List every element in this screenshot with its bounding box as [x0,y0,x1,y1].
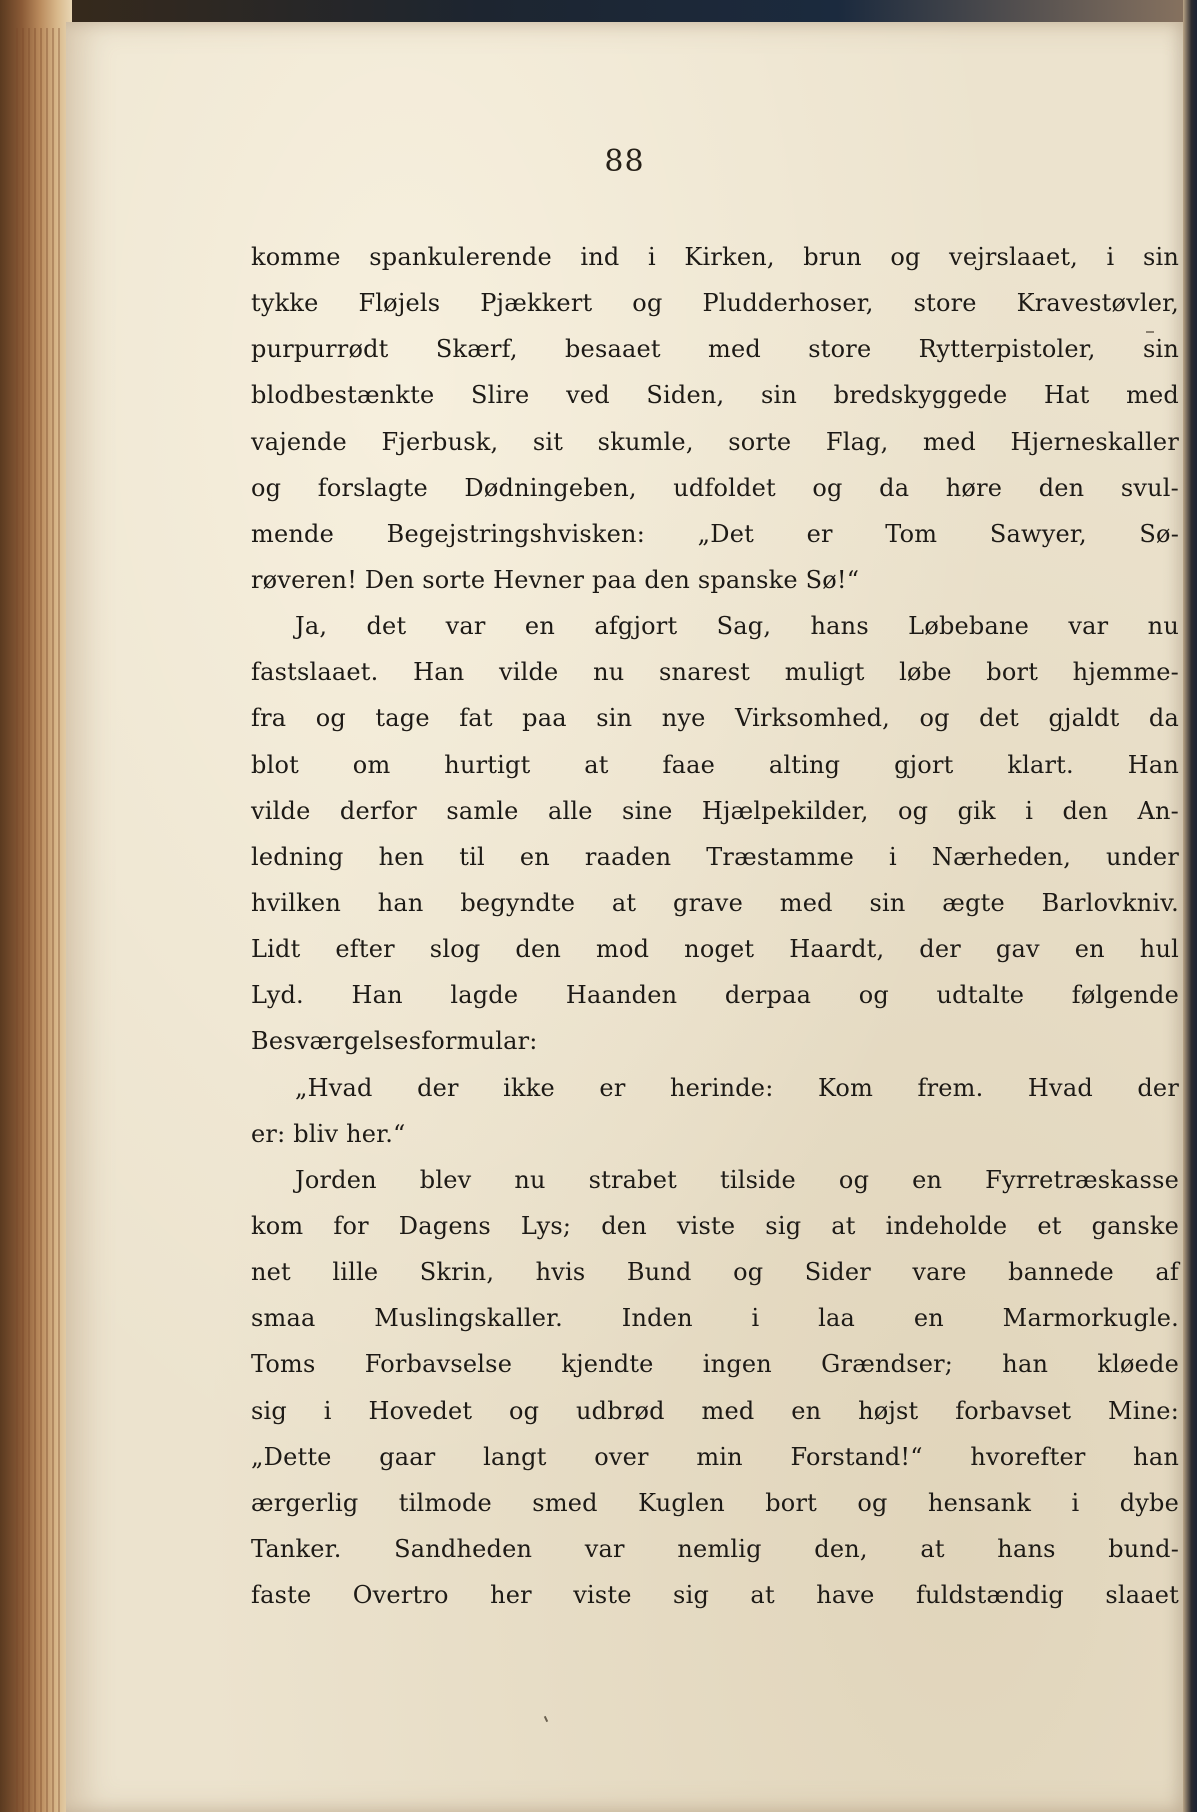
text-line: purpurrødt Skærf, besaaet med store Rytterpistoler, sin [251,335,1179,364]
body-text [251,234,1179,1618]
text-line: Jorden blev nu strabet tilside og en Fyrretræskasse [295,1165,1179,1194]
text-line: blot om hurtigt at faae alting gjort klart. Han [251,750,1179,779]
text-line: røveren! Den sorte Hevner paa den spanske Sø!“ [251,565,860,594]
text-line: kom for Dagens Lys; den viste sig at indeholde et ganske [251,1211,1179,1240]
background-top-edge [0,0,1197,24]
text-line: og forslagte Dødningeben, udfoldet og da høre den svul- [251,473,1179,502]
background-right-edge [1183,0,1197,1812]
page-number: 88 [604,144,645,179]
text-line: Tanker. Sandheden var nemlig den, at hans bund- [251,1534,1179,1563]
text-line: hvilken han begyndte at grave med sin ægte Barlovkniv. [251,888,1179,917]
text-line: „Dette gaar langt over min Forstand!“ hvorefter han [251,1442,1179,1471]
text-line: Lidt efter slog den mod noget Haardt, der gav en hul [251,935,1179,964]
text-line: vilde derfor samle alle sine Hjælpekilder, og gik i den An- [251,796,1179,825]
book-page [66,22,1183,1812]
text-line: vajende Fjerbusk, sit skumle, sorte Flag, med Hjerneskaller [251,427,1179,456]
text-line: fastslaaet. Han vilde nu snarest muligt løbe bort hjemme- [251,658,1179,687]
text-line: Toms Forbavselse kjendte ingen Grændser; han kløede [251,1350,1179,1379]
text-line: net lille Skrin, hvis Bund og Sider vare bannede af [251,1258,1179,1287]
text-line: er: bliv her.“ [251,1119,406,1148]
text-line: „Hvad der ikke er herinde: Kom frem. Hvad der [295,1073,1179,1102]
text-line: mende Begejstringshvisken: „Det er Tom Sawyer, Sø- [251,519,1179,548]
text-line: ærgerlig tilmode smed Kuglen bort og hensank i dybe [251,1488,1179,1517]
text-line: sig i Hovedet og udbrød med en højst forbavset Mine: [251,1396,1179,1425]
text-line: faste Overtro her viste sig at have fuldstændig slaaet [251,1581,1179,1610]
text-line: ledning hen til en raaden Træstamme i Nærheden, under [251,842,1179,871]
text-line: fra og tage fat paa sin nye Virksomhed, og det gjaldt da [251,704,1179,733]
text-line: tykke Fløjels Pjækkert og Pludderhoser, store Kravestøvler, [251,289,1179,318]
page-stack-lines [16,28,60,1812]
text-line: smaa Muslingskaller. Inden i laa en Marmorkugle. [251,1304,1179,1333]
text-line: komme spankulerende ind i Kirken, brun og vejrslaaet, i sin [251,243,1179,271]
text-line: Besværgelsesformular: [251,1027,538,1056]
text-line: Ja, det var en afgjort Sag, hans Løbebane var nu [295,612,1179,641]
text-line: blodbestænkte Slire ved Siden, sin bredskyggede Hat med [251,381,1179,410]
margin-mark [1146,331,1154,333]
text-line: Lyd. Han lagde Haanden derpaa og udtalte følgende [251,981,1179,1010]
